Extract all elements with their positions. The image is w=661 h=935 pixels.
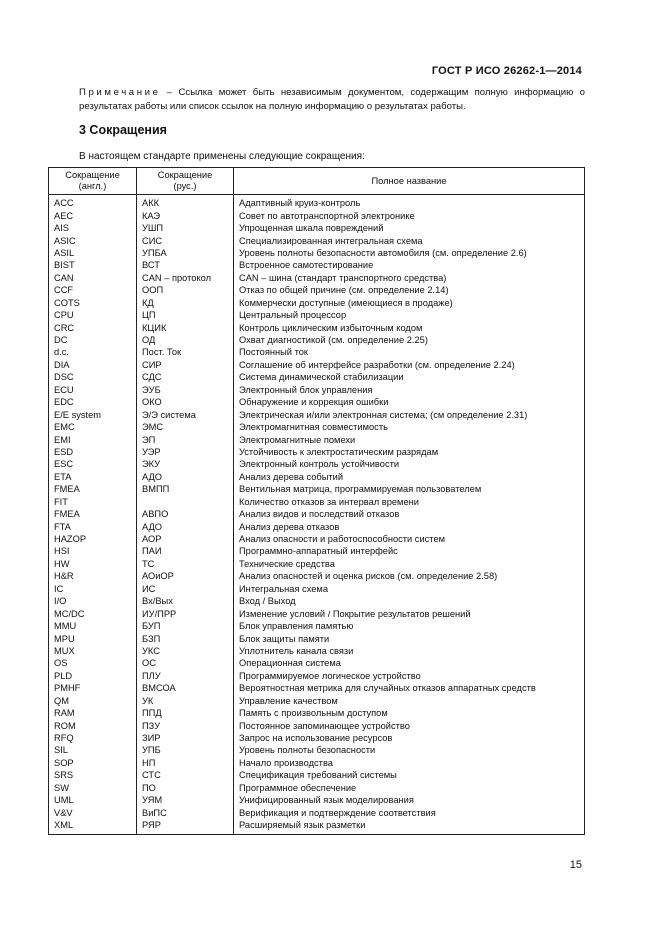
abbr-en-cell: DIA: [49, 359, 137, 371]
abbr-en-cell: SOP: [49, 757, 137, 769]
abbr-en-cell: SW: [49, 782, 137, 794]
abbr-en-cell: I/O: [49, 595, 137, 607]
table-row: [49, 247, 585, 259]
document-code: ГОСТ Р ИСО 26262-1—2014: [431, 65, 582, 77]
table-row: [49, 670, 585, 682]
abbr-en-cell: AIS: [49, 222, 137, 234]
abbr-ru-cell: ЦП: [137, 309, 234, 321]
table-row: [49, 483, 585, 495]
full-name-cell: Память с произвольным доступом: [234, 707, 585, 719]
abbr-ru-cell: УЯМ: [137, 794, 234, 806]
full-name-cell: Центральный процессор: [234, 309, 585, 321]
abbr-en-cell: XML: [49, 819, 137, 835]
full-name-cell: Изменение условий / Покрытие результатов решений: [234, 607, 585, 619]
abbr-ru-cell: ООП: [137, 284, 234, 296]
abbr-en-cell: BIST: [49, 259, 137, 271]
header-abbr-en: [49, 168, 137, 195]
full-name-cell: Постоянное запоминающее устройство: [234, 719, 585, 731]
full-name-cell: Отказ по общей причине (см. определение 2.14): [234, 284, 585, 296]
full-name-cell: Спецификация требований системы: [234, 769, 585, 781]
full-name-cell: Технические средства: [234, 558, 585, 570]
table-row: [49, 471, 585, 483]
table-row: [49, 558, 585, 570]
abbr-ru-cell: ВМСОА: [137, 682, 234, 694]
table-row: [49, 707, 585, 719]
abbr-ru-cell: ИУ/ПРР: [137, 607, 234, 619]
full-name-cell: Соглашение об интерфейсе разработки (см. определение 2.24): [234, 359, 585, 371]
abbr-en-cell: CAN: [49, 272, 137, 284]
abbr-en-cell: HW: [49, 558, 137, 570]
table-row: [49, 209, 585, 221]
full-name-cell: Количество отказов за интервал времени: [234, 496, 585, 508]
table-row: [49, 682, 585, 694]
abbr-en-cell: PMHF: [49, 682, 137, 694]
section-intro: В настоящем стандарте применены следующие сокращения:: [79, 151, 365, 162]
abbr-ru-cell: ЭУБ: [137, 384, 234, 396]
header-abbr-en-line1: Сокращение: [65, 170, 120, 180]
table-row: [49, 396, 585, 408]
abbr-en-cell: DSC: [49, 371, 137, 383]
abbr-en-cell: d.c.: [49, 346, 137, 358]
full-name-cell: Операционная система: [234, 657, 585, 669]
full-name-cell: Электронный контроль устойчивости: [234, 458, 585, 470]
abbr-ru-cell: КАЭ: [137, 209, 234, 221]
abbr-en-cell: CCF: [49, 284, 137, 296]
table-row: [49, 806, 585, 818]
abbr-en-cell: MUX: [49, 645, 137, 657]
table-row: [49, 384, 585, 396]
full-name-cell: Программно-аппаратный интерфейс: [234, 545, 585, 557]
full-name-cell: Анализ опасностей и оценка рисков (см. определение 2.58): [234, 570, 585, 582]
table-row: [49, 433, 585, 445]
abbr-ru-cell: АДО: [137, 520, 234, 532]
abbr-en-cell: EMI: [49, 433, 137, 445]
abbr-en-cell: IC: [49, 583, 137, 595]
abbr-ru-cell: ПАИ: [137, 545, 234, 557]
abbr-ru-cell: ЭКУ: [137, 458, 234, 470]
page-number: 15: [569, 859, 582, 871]
abbr-ru-cell: НП: [137, 757, 234, 769]
table-row: [49, 259, 585, 271]
abbr-ru-cell: АДО: [137, 471, 234, 483]
note-text: – Ссылка может быть независимым документом, содержащим полную информацию о результатах работы или список ссылок на полную информацию о результатах работы.: [79, 87, 585, 112]
abbr-en-cell: DC: [49, 334, 137, 346]
abbr-en-cell: MC/DC: [49, 607, 137, 619]
full-name-cell: Программное обеспечение: [234, 782, 585, 794]
table-row: [49, 769, 585, 781]
abbr-en-cell: ACC: [49, 195, 137, 210]
abbr-ru-cell: УЭР: [137, 446, 234, 458]
abbr-en-cell: ROM: [49, 719, 137, 731]
abbr-en-cell: E/E system: [49, 408, 137, 420]
abbr-en-cell: QM: [49, 695, 137, 707]
abbr-ru-cell: ТС: [137, 558, 234, 570]
abbr-ru-cell: Пост. Ток: [137, 346, 234, 358]
abbr-ru-cell: СИР: [137, 359, 234, 371]
abbr-ru-cell: СИС: [137, 234, 234, 246]
full-name-cell: Специализированная интегральная схема: [234, 234, 585, 246]
abbr-ru-cell: ВМПП: [137, 483, 234, 495]
abbr-ru-cell: УПБ: [137, 744, 234, 756]
table-row: [49, 545, 585, 557]
table-row: [49, 732, 585, 744]
table-row: [49, 371, 585, 383]
table-row: [49, 533, 585, 545]
table-row: [49, 195, 585, 210]
full-name-cell: Постоянный ток: [234, 346, 585, 358]
full-name-cell: Электромагнитные помехи: [234, 433, 585, 445]
table-row: [49, 508, 585, 520]
header-abbr-ru: [137, 168, 234, 195]
abbr-en-cell: FTA: [49, 520, 137, 532]
header-abbr-ru-line2: (рус.): [173, 181, 197, 191]
table-row: [49, 657, 585, 669]
full-name-cell: Блок управления памятью: [234, 620, 585, 632]
table-row: [49, 744, 585, 756]
note-label: Примечание: [79, 87, 161, 98]
full-name-cell: Обнаружение и коррекция ошибки: [234, 396, 585, 408]
abbr-ru-cell: АОР: [137, 533, 234, 545]
note-paragraph: [79, 86, 585, 114]
abbr-en-cell: ESC: [49, 458, 137, 470]
abbr-en-cell: ETA: [49, 471, 137, 483]
abbr-en-cell: V&V: [49, 806, 137, 818]
abbr-en-cell: OS: [49, 657, 137, 669]
full-name-cell: Верификация и подтверждение соответствия: [234, 806, 585, 818]
section-title: 3 Сокращения: [79, 123, 167, 137]
abbr-ru-cell: КД: [137, 297, 234, 309]
table-row: [49, 620, 585, 632]
table-row: [49, 446, 585, 458]
table-body: [49, 195, 585, 835]
abbr-ru-cell: ОКО: [137, 396, 234, 408]
table-row: [49, 284, 585, 296]
abbr-en-cell: HSI: [49, 545, 137, 557]
full-name-cell: Уровень полноты безопасности автомобиля (см. определение 2.6): [234, 247, 585, 259]
header-abbr-ru-line1: Сокращение: [157, 170, 213, 180]
full-name-cell: CAN – шина (стандарт транспортного средства): [234, 272, 585, 284]
full-name-cell: Анализ видов и последствий отказов: [234, 508, 585, 520]
abbr-en-cell: MMU: [49, 620, 137, 632]
abbr-ru-cell: СТС: [137, 769, 234, 781]
abbr-ru-cell: ПО: [137, 782, 234, 794]
full-name-cell: Устойчивость к электростатическим разрядам: [234, 446, 585, 458]
abbr-en-cell: ASIC: [49, 234, 137, 246]
full-name-cell: Анализ дерева событий: [234, 471, 585, 483]
full-name-cell: Управление качеством: [234, 695, 585, 707]
abbr-en-cell: UML: [49, 794, 137, 806]
full-name-cell: Электрическая и/или электронная система; (см определение 2.31): [234, 408, 585, 420]
abbr-en-cell: PLD: [49, 670, 137, 682]
table-row: [49, 496, 585, 508]
full-name-cell: Совет по автотранспортной электронике: [234, 209, 585, 221]
table-row: [49, 757, 585, 769]
abbr-ru-cell: УШП: [137, 222, 234, 234]
table-row: [49, 570, 585, 582]
full-name-cell: Охват диагностикой (см. определение 2.25): [234, 334, 585, 346]
full-name-cell: Встроенное самотестирование: [234, 259, 585, 271]
table-header-row: [49, 168, 585, 195]
abbr-en-cell: SRS: [49, 769, 137, 781]
full-name-cell: Упрощенная шкала повреждений: [234, 222, 585, 234]
table-row: [49, 607, 585, 619]
full-name-cell: Анализ опасности и работоспособности систем: [234, 533, 585, 545]
abbr-ru-cell: АОиОР: [137, 570, 234, 582]
full-name-cell: Система динамической стабилизации: [234, 371, 585, 383]
full-name-cell: Запрос на использование ресурсов: [234, 732, 585, 744]
abbreviations-table: [48, 167, 585, 835]
full-name-cell: Вероятностная метрика для случайных отказов аппаратных средств: [234, 682, 585, 694]
abbr-ru-cell: УК: [137, 695, 234, 707]
abbr-ru-cell: Э/Э система: [137, 408, 234, 420]
full-name-cell: Начало производства: [234, 757, 585, 769]
abbr-en-cell: AEC: [49, 209, 137, 221]
abbr-en-cell: RFQ: [49, 732, 137, 744]
abbr-en-cell: ESD: [49, 446, 137, 458]
abbr-en-cell: FMEA: [49, 508, 137, 520]
abbr-en-cell: FIT: [49, 496, 137, 508]
table-row: [49, 297, 585, 309]
full-name-cell: Уровень полноты безопасности: [234, 744, 585, 756]
table-row: [49, 421, 585, 433]
full-name-cell: Программируемое логическое устройство: [234, 670, 585, 682]
abbr-ru-cell: АКК: [137, 195, 234, 210]
abbr-ru-cell: ИС: [137, 583, 234, 595]
abbr-ru-cell: ПЛУ: [137, 670, 234, 682]
abbr-ru-cell: ВиПС: [137, 806, 234, 818]
full-name-cell: Вход / Выход: [234, 595, 585, 607]
abbr-ru-cell: ЭП: [137, 433, 234, 445]
abbr-ru-cell: КЦИК: [137, 321, 234, 333]
table-row: [49, 346, 585, 358]
abbr-ru-cell: СДС: [137, 371, 234, 383]
abbr-ru-cell: ППД: [137, 707, 234, 719]
table-row: [49, 819, 585, 835]
abbr-ru-cell: ОС: [137, 657, 234, 669]
abbr-en-cell: ASIL: [49, 247, 137, 259]
table-row: [49, 359, 585, 371]
abbr-ru-cell: РЯР: [137, 819, 234, 835]
abbr-en-cell: RAM: [49, 707, 137, 719]
abbr-en-cell: EMC: [49, 421, 137, 433]
table-row: [49, 595, 585, 607]
full-name-cell: Коммерчески доступные (имеющиеся в продаже): [234, 297, 585, 309]
abbr-en-cell: EDC: [49, 396, 137, 408]
abbr-ru-cell: УКС: [137, 645, 234, 657]
table-row: [49, 632, 585, 644]
abbr-ru-cell: ОД: [137, 334, 234, 346]
table-row: [49, 782, 585, 794]
header-full-name: Полное название: [234, 168, 585, 195]
abbr-en-cell: MPU: [49, 632, 137, 644]
abbr-en-cell: COTS: [49, 297, 137, 309]
table-row: [49, 583, 585, 595]
table-row: [49, 234, 585, 246]
full-name-cell: Контроль циклическим избыточным кодом: [234, 321, 585, 333]
abbr-ru-cell: ПЗУ: [137, 719, 234, 731]
full-name-cell: Электронный блок управления: [234, 384, 585, 396]
abbr-en-cell: CPU: [49, 309, 137, 321]
abbr-ru-cell: УПБА: [137, 247, 234, 259]
full-name-cell: Унифицированный язык моделирования: [234, 794, 585, 806]
header-abbr-en-line2: (англ.): [78, 181, 107, 191]
abbr-en-cell: ECU: [49, 384, 137, 396]
abbr-ru-cell: АВПО: [137, 508, 234, 520]
full-name-cell: Блок защиты памяти: [234, 632, 585, 644]
table-row: [49, 334, 585, 346]
table-row: [49, 794, 585, 806]
full-name-cell: Интегральная схема: [234, 583, 585, 595]
table-row: [49, 645, 585, 657]
abbr-ru-cell: Вх/Вых: [137, 595, 234, 607]
abbr-ru-cell: CAN – протокол: [137, 272, 234, 284]
table-row: [49, 309, 585, 321]
full-name-cell: Электромагнитная совместимость: [234, 421, 585, 433]
table-row: [49, 222, 585, 234]
abbr-ru-cell: ЭМС: [137, 421, 234, 433]
table-row: [49, 272, 585, 284]
full-name-cell: Вентильная матрица, программируемая пользователем: [234, 483, 585, 495]
table-row: [49, 408, 585, 420]
abbr-ru-cell: ВСТ: [137, 259, 234, 271]
abbr-ru-cell: БУП: [137, 620, 234, 632]
full-name-cell: Уплотнитель канала связи: [234, 645, 585, 657]
full-name-cell: Анализ дерева отказов: [234, 520, 585, 532]
abbr-en-cell: H&R: [49, 570, 137, 582]
table-row: [49, 458, 585, 470]
table-row: [49, 719, 585, 731]
abbr-ru-cell: [137, 496, 234, 508]
full-name-cell: Расширяемый язык разметки: [234, 819, 585, 835]
abbr-en-cell: FMEA: [49, 483, 137, 495]
full-name-cell: Адаптивный круиз-контроль: [234, 195, 585, 210]
abbr-ru-cell: БЗП: [137, 632, 234, 644]
abbr-en-cell: CRC: [49, 321, 137, 333]
abbr-en-cell: HAZOP: [49, 533, 137, 545]
table-row: [49, 321, 585, 333]
abbr-en-cell: SIL: [49, 744, 137, 756]
table-row: [49, 695, 585, 707]
table-row: [49, 520, 585, 532]
abbr-ru-cell: ЗИР: [137, 732, 234, 744]
